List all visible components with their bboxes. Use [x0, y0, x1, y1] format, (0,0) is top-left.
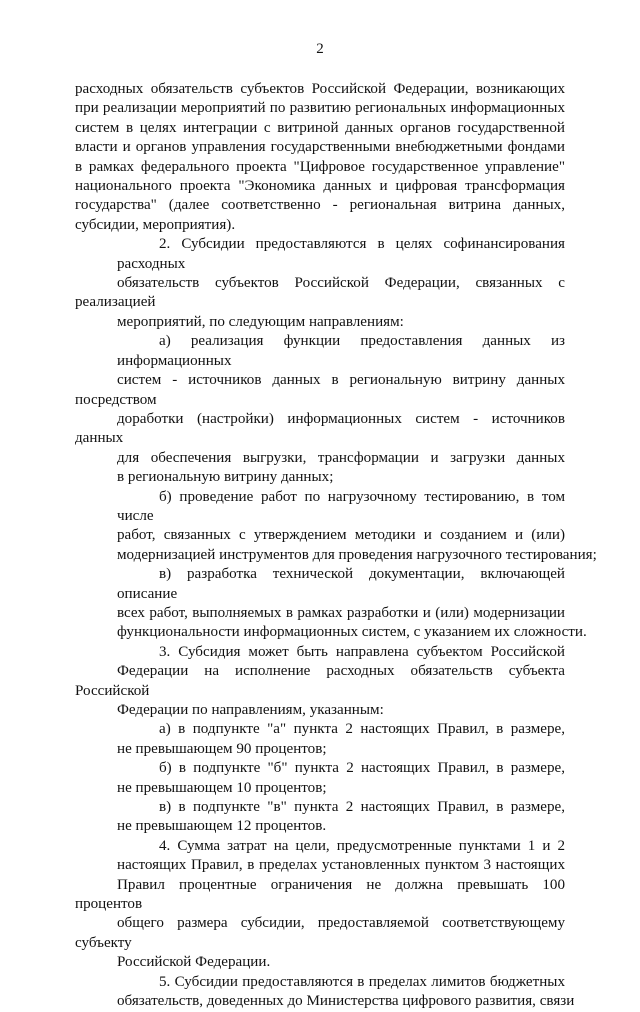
text-line: модернизацией инструментов для проведения нагрузочного тестирования; [117, 546, 597, 563]
text-line: 3. Субсидия может быть направлена субъектом Российской [159, 643, 565, 660]
text-line: систем - источников данных в региональную витрину данных посредством [75, 372, 565, 408]
text-line: систем в целях интеграции с витриной данных органов государственной [75, 119, 565, 136]
text-line: субсидии, мероприятия). [75, 216, 236, 233]
page-number: 2 [316, 41, 324, 57]
text-line: 2. Субсидии предоставляются в целях софинансирования расходных [117, 236, 565, 272]
paragraph [75, 235, 565, 332]
text-line: для обеспечения выгрузки, трансформации и загрузки данных [117, 449, 565, 466]
paragraph [75, 643, 565, 721]
text-line: в рамках федерального проекта "Цифровое государственное управление" [75, 158, 565, 175]
paragraph [75, 973, 575, 1012]
text-line: государства" (далее соответственно - региональная витрина данных, [75, 197, 565, 214]
text-line: обязательств субъектов Российской Федерации, связанных с реализацией [75, 275, 565, 311]
text-line: в региональную витрину данных; [117, 469, 334, 486]
text-line: в) разработка технической документации, включающей описание [117, 566, 565, 602]
text-line: настоящих Правил, в пределах установленных пунктом 3 настоящих [117, 857, 565, 874]
text-line: общего размера субсидии, предоставляемой соответствующему субъекту [75, 915, 565, 951]
text-line: всех работ, выполняемых в рамках разработки и (или) модернизации [117, 604, 565, 621]
text-line: расходных обязательств субъектов Российской Федерации, возникающих [75, 81, 565, 97]
paragraph [75, 798, 565, 837]
text-line: мероприятий, по следующим направлениям: [117, 313, 404, 330]
paragraph [75, 565, 587, 643]
text-line: не превышающем 10 процентов; [117, 779, 327, 796]
text-line: Правил процентные ограничения не должна превышать 100 процентов [75, 876, 565, 913]
paragraph [75, 332, 565, 487]
text-line: 4. Сумма затрат на цели, предусмотренные пунктами 1 и 2 [159, 837, 565, 854]
paragraph [75, 759, 565, 798]
text-line: Федерации по направлениям, указанным: [117, 702, 384, 718]
text-line: Федерации на исполнение расходных обязательств субъекта Российской [75, 663, 565, 699]
text-line: не превышающем 90 процентов; [117, 740, 327, 757]
text-line: а) в подпункте "а" пункта 2 настоящих Правил, в размере, [159, 721, 565, 738]
document-body [75, 80, 597, 1012]
text-line: а) реализация функции предоставления данных из информационных [117, 333, 565, 369]
paragraph [75, 488, 597, 566]
text-line: б) проведение работ по нагрузочному тестированию, в том числе [117, 488, 565, 524]
text-line: власти и органов управления государственными внебюджетными фондами [75, 139, 565, 156]
text-line: доработки (настройки) информационных систем - источников данных [75, 410, 565, 447]
text-line: работ, связанных с утверждением методики и созданием и (или) [117, 527, 565, 544]
text-line: национального проекта "Экономика данных и цифровая трансформация [75, 178, 565, 195]
text-line: обязательств, доведенных до Министерства цифрового развития, связи [117, 993, 575, 1010]
paragraph [75, 720, 565, 759]
text-line: Российской Федерации. [117, 954, 271, 971]
text-line: б) в подпункте "б" пункта 2 настоящих Правил, в размере, [159, 760, 565, 777]
paragraph [75, 80, 565, 235]
text-line: функциональности информационных систем, с указанием их сложности. [117, 624, 587, 641]
text-line: в) в подпункте "в" пункта 2 настоящих Правил, в размере, [159, 799, 565, 816]
text-line: не превышающем 12 процентов. [117, 818, 327, 835]
text-line: 5. Субсидии предоставляются в пределах лимитов бюджетных [159, 973, 565, 990]
text-line: при реализации мероприятий по развитию региональных информационных [75, 100, 565, 117]
